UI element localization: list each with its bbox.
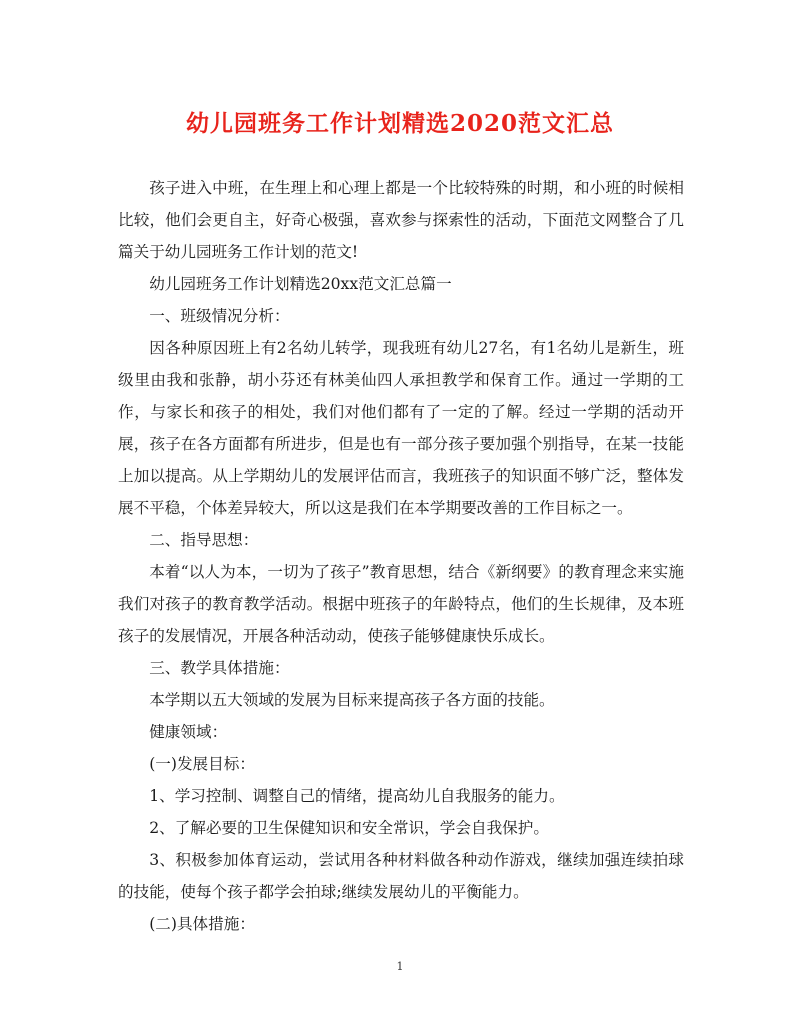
list-item-goal-1: 1、学习控制、调整自己的情绪，提高幼儿自我服务的能力。 <box>149 787 565 805</box>
subheading-health-domain: 健康领域： <box>149 723 228 741</box>
paragraph-class-analysis: 因各种原因班上有2名幼儿转学，现我班有幼儿27名，有1名幼儿是新生，班级里由我和张静，胡小芬还有林美仙四人承担教学和保育工作。通过一学期的工作，与家长和孩子的相处，我们对他们都有了一定的了解。经过一学期的活动开展，孩子在各方面都有所进步，但是也有一部分孩子要加强个别指导，在某一技能上加以提高。从上学期幼儿的发展评估而言，我班孩子的知识面不够广泛，整体发展不平稳，个体差异较大，所以这是我们在本学期要改善的工作目标之一。 <box>118 339 684 517</box>
page-number: 1 <box>396 960 404 973</box>
subheading-development-goals: (一)发展目标： <box>149 755 255 773</box>
subheading-specific-measures: (二)具体措施： <box>149 915 255 933</box>
section-heading-guiding-ideology: 二、指导思想： <box>149 531 259 549</box>
paragraph-subtitle: 幼儿园班务工作计划精选20xx范文汇总篇一 <box>149 275 452 293</box>
section-heading-class-analysis: 一、班级情况分析： <box>149 307 290 325</box>
paragraph-teaching-measures: 本学期以五大领域的发展为目标来提高孩子各方面的技能。 <box>149 691 555 709</box>
paragraph-guiding-ideology: 本着“以人为本，一切为了孩子”教育思想，结合《新纲要》的教育理念来实施我们对孩子的教育教学活动。根据中班孩子的年龄特点，他们的生长规律，及本班孩子的发展情况，开展各种活动动，使孩子能够健康快乐成长。 <box>118 563 684 645</box>
section-heading-teaching-measures: 三、教学具体措施： <box>149 659 290 677</box>
list-item-goal-3: 3、积极参加体育运动，尝试用各种材料做各种动作游戏，继续加强连续拍球的技能，使每个孩子都学会拍球;继续发展幼儿的平衡能力。 <box>118 851 684 901</box>
document-body <box>118 172 684 940</box>
document-title: 幼儿园班务工作计划精选2020范文汇总 <box>185 110 614 137</box>
list-item-goal-2: 2、了解必要的卫生保健知识和安全常识，学会自我保护。 <box>149 819 549 837</box>
paragraph-intro: 孩子进入中班，在生理上和心理上都是一个比较特殊的时期，和小班的时候相比较，他们会更自主，好奇心极强，喜欢参与探索性的活动，下面范文网整合了几篇关于幼儿园班务工作计划的范文! <box>118 179 684 261</box>
